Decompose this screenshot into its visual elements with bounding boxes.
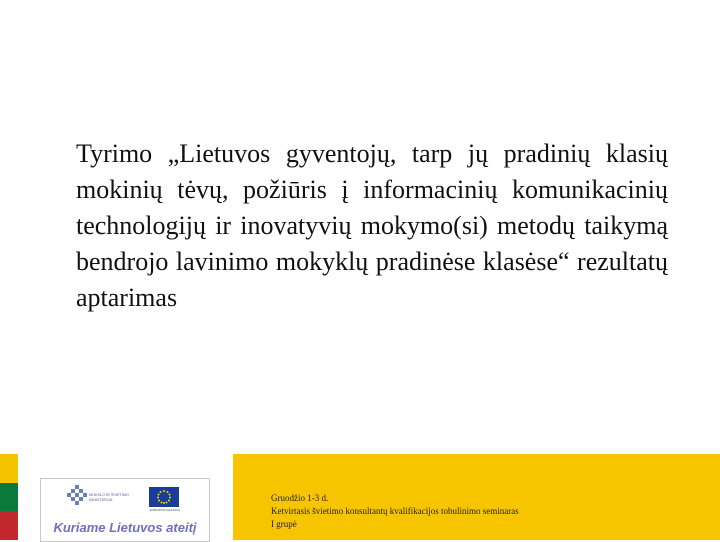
info-group: I grupė: [271, 519, 297, 529]
info-band: [233, 454, 720, 540]
footer-band: [0, 454, 720, 540]
logo-area: [18, 454, 233, 540]
ministry-name: MOKSLO IR ŠVIETIMO MINISTERIJA: [89, 493, 129, 502]
eu-caption: EUROPOS SĄJUNGA: [149, 508, 180, 512]
info-seminar: Ketvirtasis švietimo konsultantų kvalifikacijos tobulinimo seminaras: [271, 506, 519, 516]
slogan: Kuriame Lietuvos ateitį: [53, 520, 197, 535]
project-logo: [40, 478, 210, 542]
eu-flag-icon: [149, 487, 179, 507]
ministry-emblem-icon: [67, 485, 89, 507]
info-date: Gruodžio 1-3 d.: [271, 493, 329, 503]
slide-title: Tyrimo „Lietuvos gyventojų, tarp jų pradinių klasių mokinių tėvų, požiūris į informacinių komunikacinių technologijų ir inovatyvių mokymo(si) metodų taikymą bendrojo lavinimo mokyklų pradinėse klasėse“ rezultatų aptarimas: [76, 139, 668, 312]
info-lines: [271, 492, 519, 531]
lithuanian-flag-icon: [0, 454, 18, 540]
